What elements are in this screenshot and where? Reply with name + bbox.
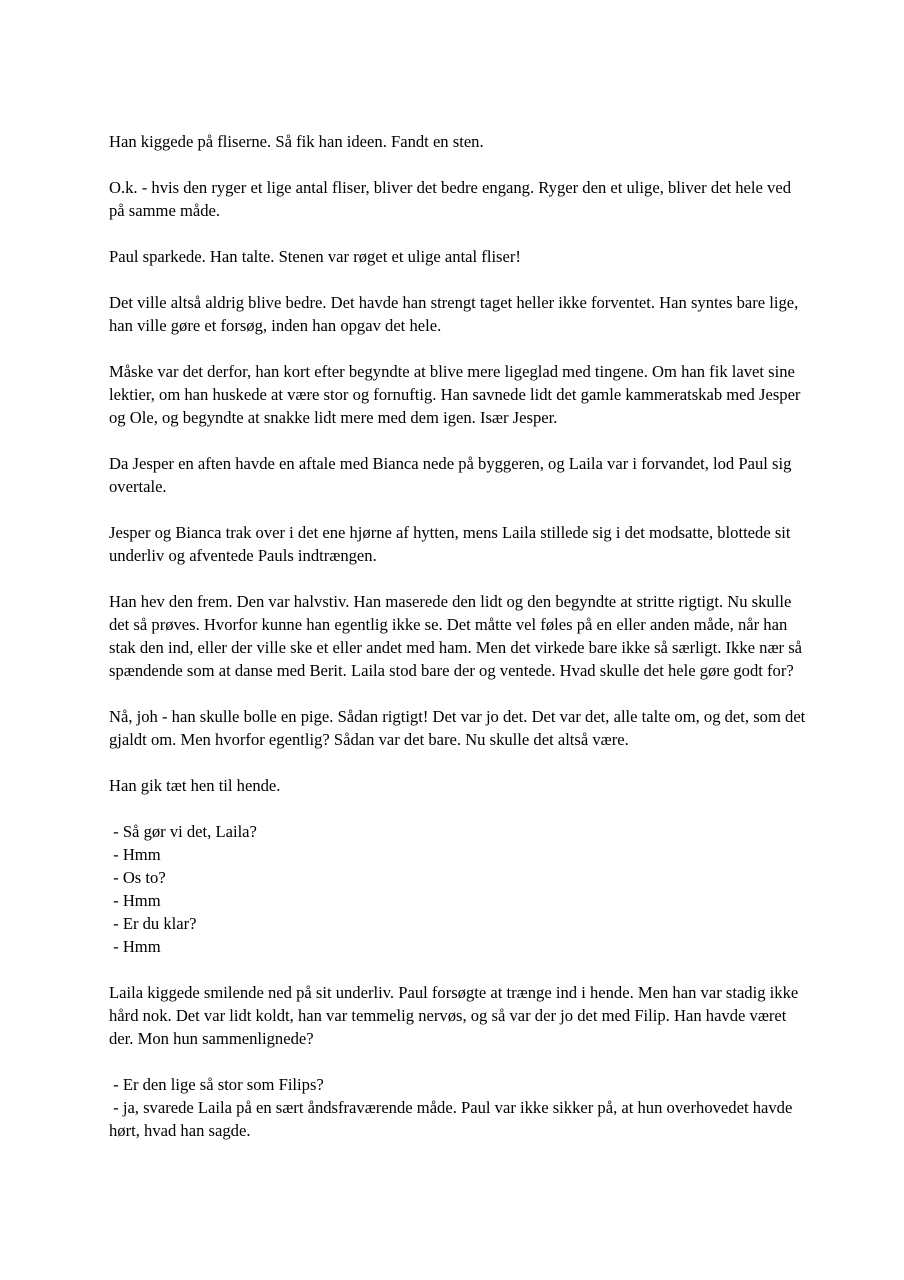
paragraph: Nå, joh - han skulle bolle en pige. Sådan rigtigt! Det var jo det. Det var det, alle talte om, og det, som det gjaldt om. Men hvorfor egentlig? Sådan var det bare. Nu skulle det altså være.	[109, 707, 806, 749]
paragraph: Laila kiggede smilende ned på sit underliv. Paul forsøgte at trænge ind i hende. Men han var stadig ikke hård nok. Det var lidt koldt, han var temmelig nervøs, og så var der jo det med Filip. Han havde været der. Mon hun sammenlignede?	[109, 983, 799, 1048]
dialog-line: - ja, svarede Laila på en sært åndsfraværende måde. Paul var ikke sikker på, at hun overhovedet havde hørt, hvad han sagde.	[109, 1098, 797, 1140]
body-text	[109, 130, 809, 1165]
paragraph: Paul sparkede. Han talte. Stenen var røget et ulige antal fliser!	[109, 247, 521, 266]
paragraph: Jesper og Bianca trak over i det ene hjørne af hytten, mens Laila stillede sig i det modsatte, blottede sit underliv og afventede Pauls indtrængen.	[109, 523, 791, 565]
dialog-block	[109, 1073, 809, 1142]
dialog-line: - Er du klar?	[109, 914, 197, 933]
dialog-line: - Så gør vi det, Laila?	[109, 822, 257, 841]
paragraph: Han gik tæt hen til hende.	[109, 776, 281, 795]
paragraph: Han kiggede på fliserne. Så fik han ideen. Fandt en sten.	[109, 132, 484, 151]
dialog-line: - Er den lige så stor som Filips?	[109, 1075, 324, 1094]
dialog-block	[109, 820, 809, 958]
dialog-line: - Hmm	[109, 845, 161, 864]
paragraph: Det ville altså aldrig blive bedre. Det havde han strengt taget heller ikke forventet. Han syntes bare lige, han ville gøre et forsøg, inden han opgav det hele.	[109, 293, 799, 335]
paragraph: Da Jesper en aften havde en aftale med Bianca nede på byggeren, og Laila var i forvandet, lod Paul sig overtale.	[109, 454, 792, 496]
paragraph: Måske var det derfor, han kort efter begyndte at blive mere ligeglad med tingene. Om han fik lavet sine lektier, om han huskede at være stor og fornuftig. Han savnede lidt det gamle kammeratskab med Jesper og Ole, og begyndte at snakke lidt mere med dem igen. Især Jesper.	[109, 362, 801, 427]
dialog-line: - Hmm	[109, 937, 161, 956]
paragraph: O.k. - hvis den ryger et lige antal fliser, bliver det bedre engang. Ryger den et ulige, bliver det hele ved på samme måde.	[109, 178, 792, 220]
dialog-line: - Os to?	[109, 868, 166, 887]
paragraph: Han hev den frem. Den var halvstiv. Han maserede den lidt og den begyndte at stritte rigtigt. Nu skulle det så prøves. Hvorfor kunne han egentlig ikke se. Det måtte vel føles på en eller anden måde, når han stak den ind, eller der ville ske et eller andet med ham. Men det virkede bare ikke så særligt. Ikke nær så spændende som at danse med Berit. Laila stod bare der og ventede. Hvad skulle det hele gøre godt for?	[109, 592, 803, 680]
dialog-line: - Hmm	[109, 891, 161, 910]
